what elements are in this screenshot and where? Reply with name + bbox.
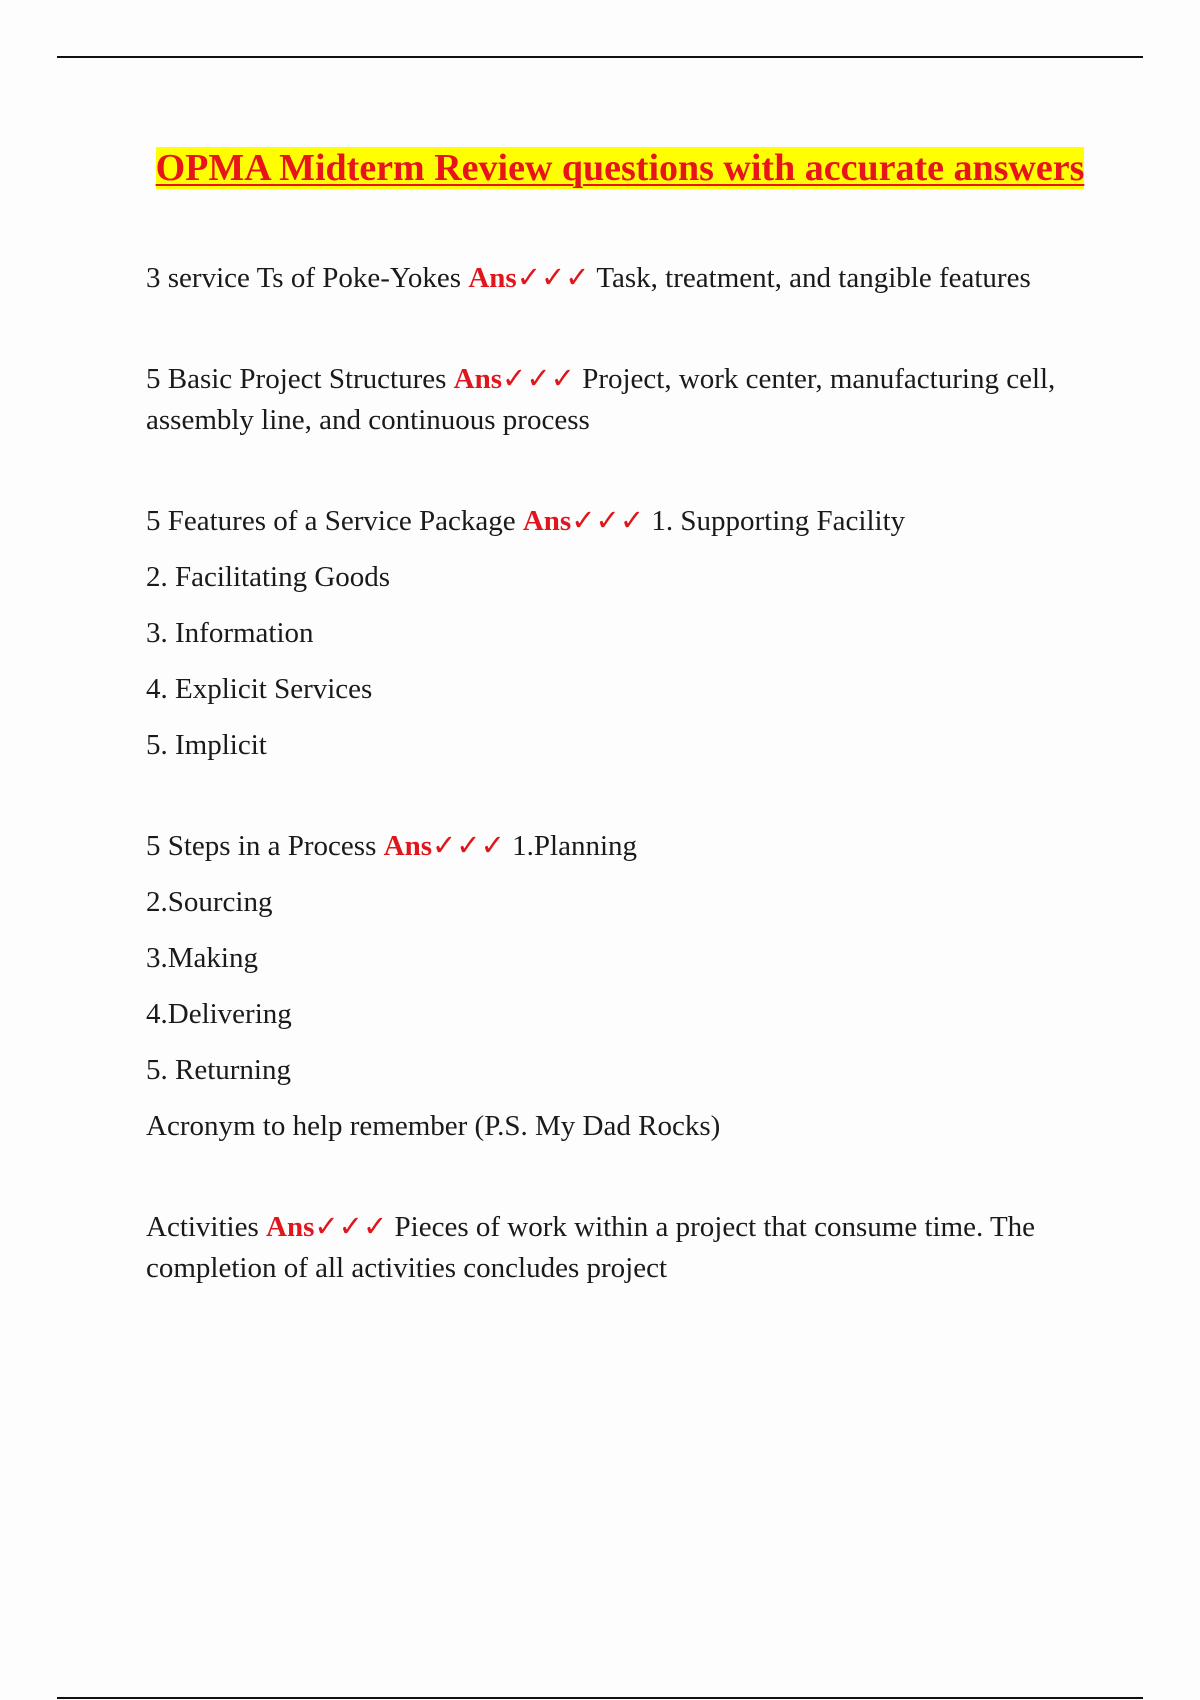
qa-entry	[146, 258, 1086, 299]
question-text: 5 Features of a Service Package	[146, 505, 516, 537]
question-text: Activities	[146, 1211, 259, 1243]
qa-line	[146, 1207, 1086, 1289]
answer-text: Task, treatment, and tangible features	[596, 262, 1031, 294]
answer-line: 3.Making	[146, 942, 258, 974]
qa-line	[146, 501, 1086, 542]
answer-line: 3. Information	[146, 617, 314, 649]
check-marks-icon: ✓✓✓	[502, 363, 575, 395]
qa-entry	[146, 826, 1086, 1147]
document-title	[145, 142, 1095, 194]
answer-line: 4. Explicit Services	[146, 673, 373, 705]
qa-line	[146, 359, 1086, 441]
qa-line	[146, 826, 1086, 867]
answer-text: Project, work center, manufacturing cell, assembly line, and continuous process	[146, 363, 1056, 436]
qa-line	[146, 258, 1086, 299]
answer-text: 1. Supporting Facility	[651, 505, 906, 537]
answer-marker: Ans	[453, 363, 503, 395]
check-marks-icon: ✓✓✓	[314, 1211, 388, 1243]
qa-entry	[146, 1207, 1086, 1289]
check-marks-icon: ✓✓✓	[431, 830, 505, 862]
answer-line: 5. Returning	[146, 1054, 291, 1086]
question-text: 5 Basic Project Structures	[146, 363, 447, 395]
question-text: 3 service Ts of Poke-Yokes	[146, 262, 462, 294]
answer-line: 2. Facilitating Goods	[146, 561, 391, 593]
document-title-text: OPMA Midterm Review questions with accurate answers	[155, 147, 1085, 189]
answer-marker: Ans	[522, 505, 572, 537]
answer-line: Acronym to help remember (P.S. My Dad Rocks)	[146, 1110, 721, 1142]
answer-line: 2.Sourcing	[146, 886, 273, 918]
qa-entry	[146, 501, 1086, 766]
bottom-rule	[57, 1697, 1143, 1699]
answer-text: Pieces of work within a project that consume time. The completion of all activities concludes project	[146, 1211, 1036, 1284]
answer-line: 4.Delivering	[146, 998, 292, 1030]
check-marks-icon: ✓✓✓	[516, 262, 590, 294]
answer-marker: Ans	[266, 1211, 315, 1243]
question-text: 5 Steps in a Process	[146, 830, 377, 862]
answer-text: 1.Planning	[512, 830, 638, 862]
check-marks-icon: ✓✓✓	[571, 505, 645, 537]
top-rule	[57, 56, 1143, 58]
answer-marker: Ans	[383, 830, 432, 862]
answer-marker: Ans	[468, 262, 517, 294]
qa-list	[146, 258, 1086, 1361]
answer-line: 5. Implicit	[146, 729, 267, 761]
qa-entry	[146, 359, 1086, 441]
